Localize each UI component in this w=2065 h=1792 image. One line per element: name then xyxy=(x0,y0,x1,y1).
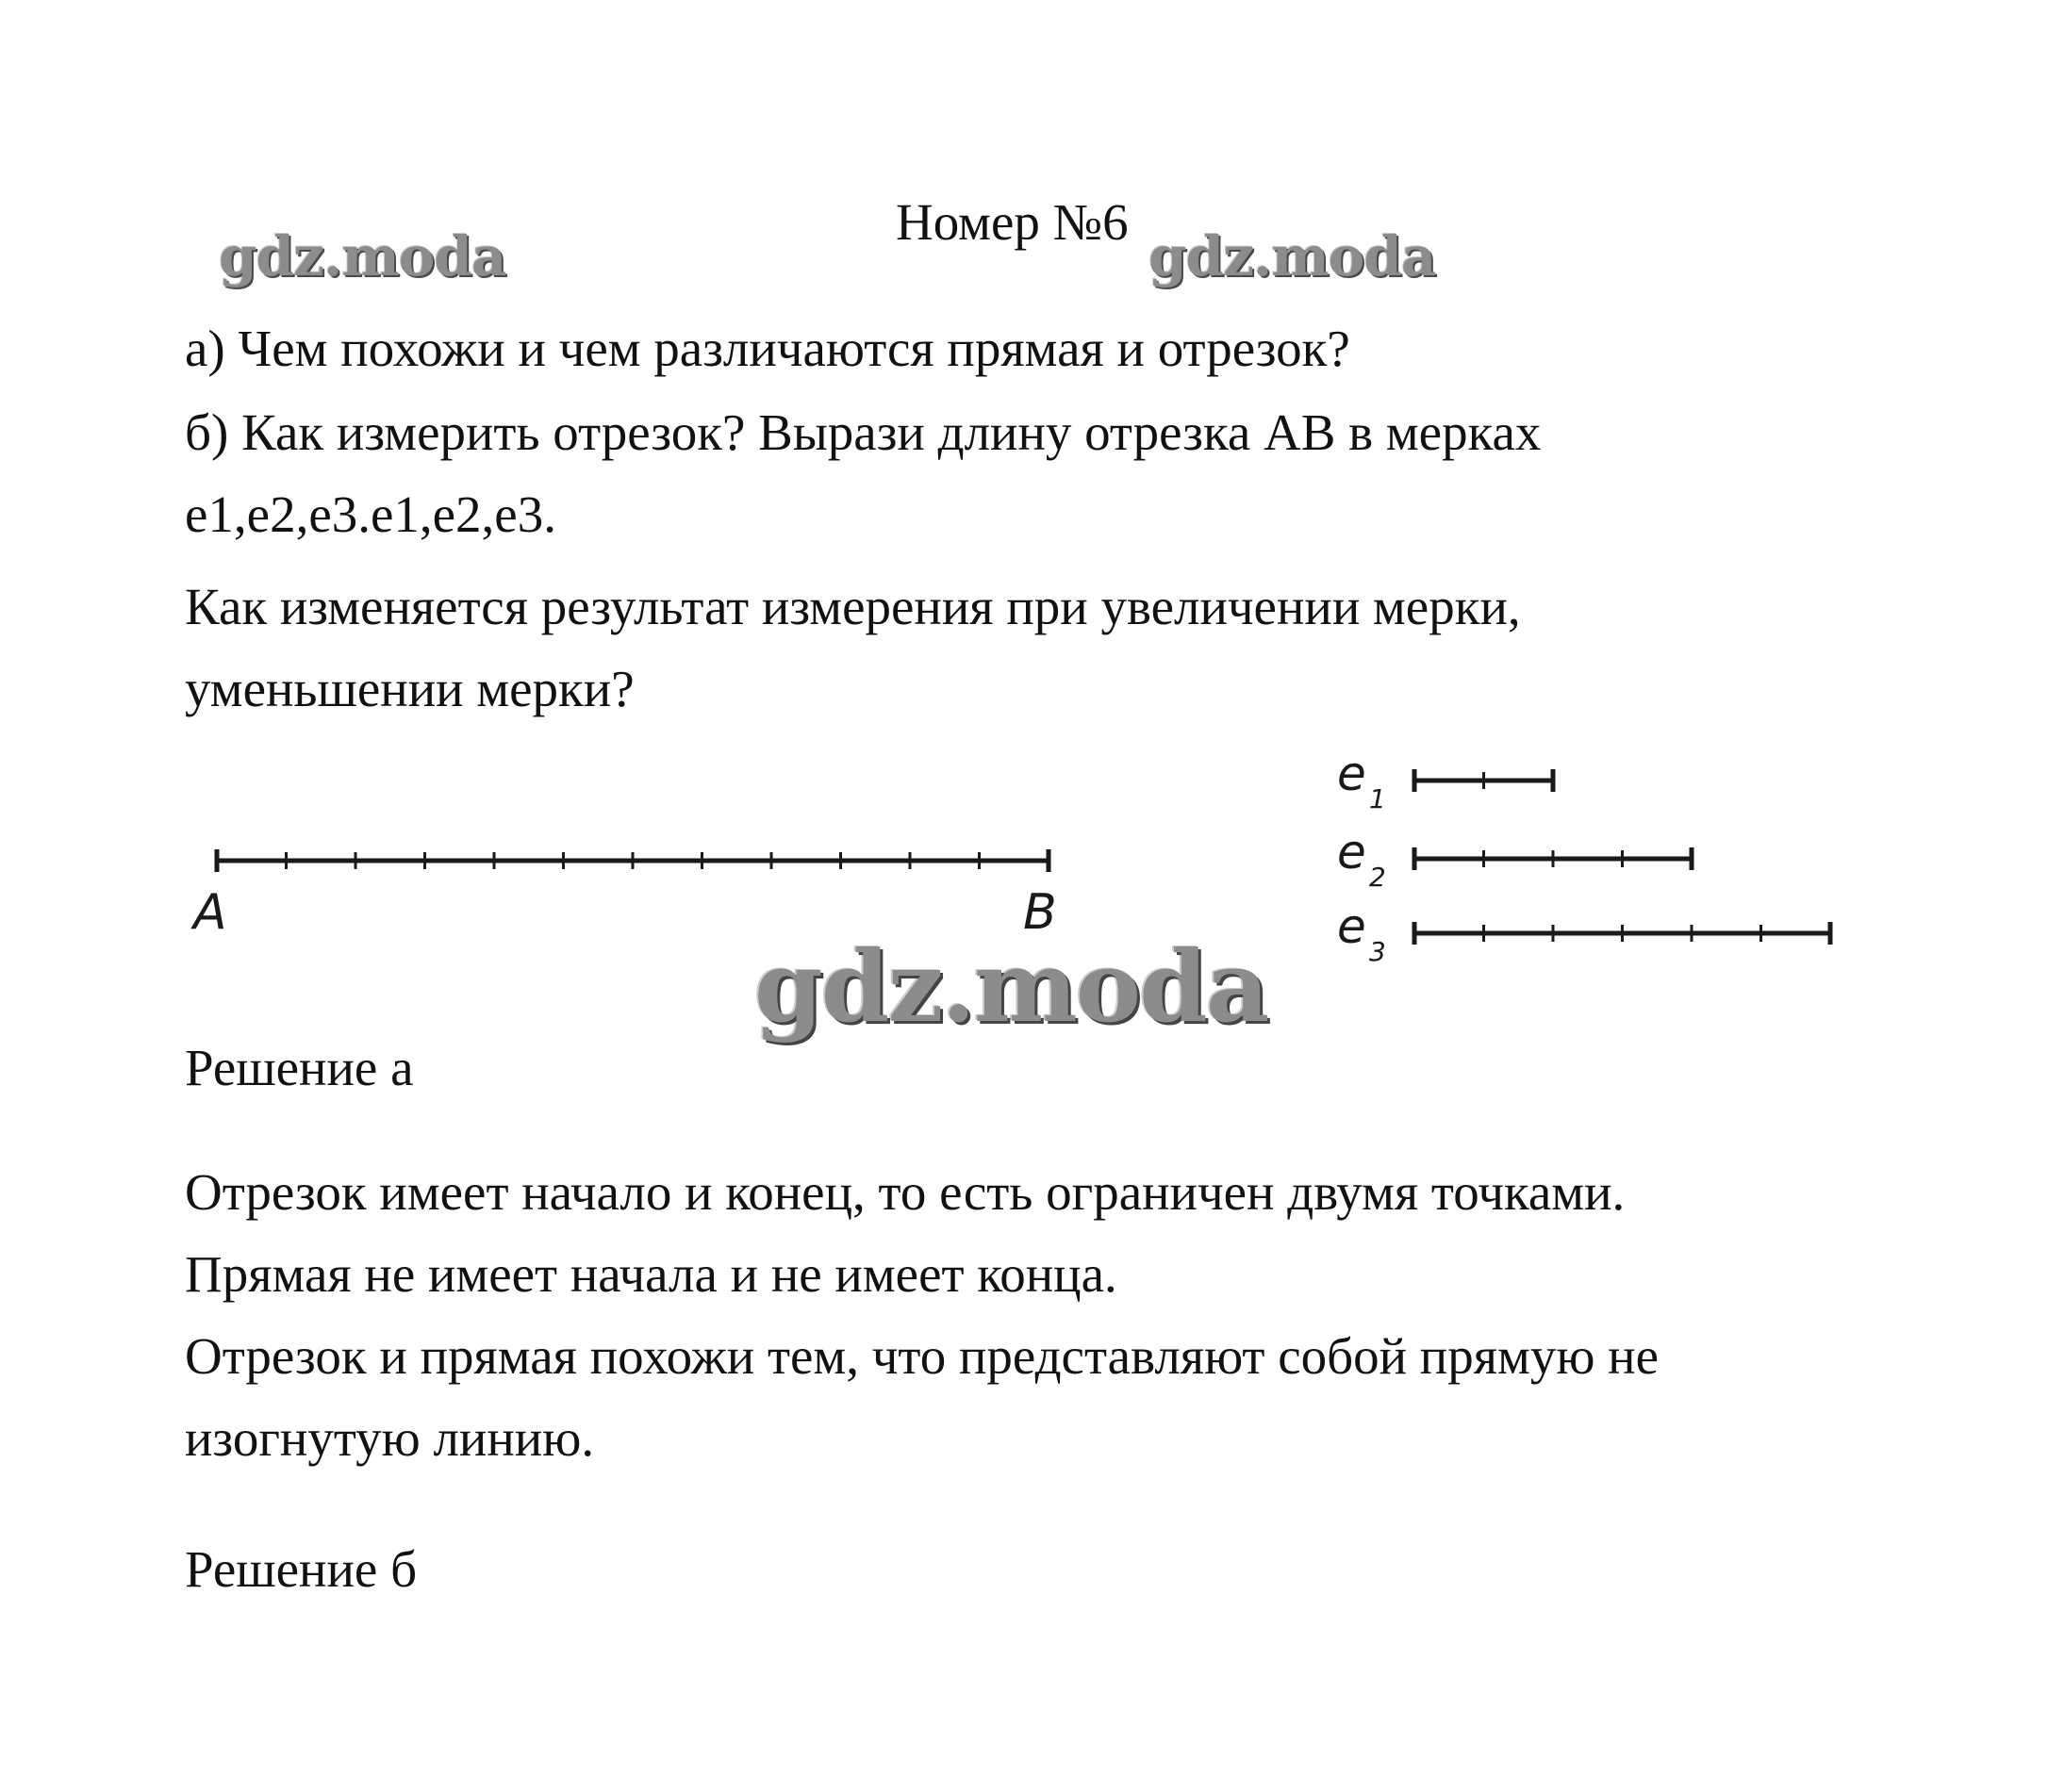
question-b-line2: e1,e2,e3.e1,e2,e3. xyxy=(185,485,556,543)
measure-e2-label: e xyxy=(1337,825,1366,880)
measure-e2-subscript: 2 xyxy=(1369,862,1386,893)
question-b-line1: б) Как измерить отрезок? Вырази длину отрезка АВ в мерках xyxy=(185,403,1542,461)
solution-a-line: изогнутую линию. xyxy=(185,1409,595,1467)
question-c-line1: Как изменяется результат измерения при увеличении мерки, xyxy=(185,578,1521,635)
point-a-label: A xyxy=(193,884,227,941)
solution-b-title: Решение б xyxy=(185,1540,418,1598)
point-b-label: B xyxy=(1023,884,1057,941)
watermark-logo-center: gdz.moda xyxy=(754,929,1268,1044)
measure-e1-label: e xyxy=(1337,747,1366,801)
question-c-line2: уменьшении мерки? xyxy=(185,660,635,717)
solution-a-line: Отрезок и прямая похожи тем, что представляют собой прямую не xyxy=(185,1327,1660,1385)
watermark-logo-right: gdz.moda xyxy=(1148,224,1436,288)
measure-e1-subscript: 1 xyxy=(1369,783,1386,814)
measure-e3-subscript: 3 xyxy=(1369,936,1386,967)
watermark-logo-left: gdz.moda xyxy=(219,224,506,288)
measure-e3-label: e xyxy=(1337,899,1366,954)
question-a: а) Чем похожи и чем различаются прямая и отрезок? xyxy=(185,320,1350,377)
solution-a-line: Прямая не имеет начала и не имеет конца. xyxy=(185,1245,1117,1303)
solution-a-title: Решение а xyxy=(185,1039,414,1096)
page-title: Номер №6 xyxy=(896,193,1129,251)
solution-a-line: Отрезок имеет начало и конец, то есть ограничен двумя точками. xyxy=(185,1163,1626,1221)
